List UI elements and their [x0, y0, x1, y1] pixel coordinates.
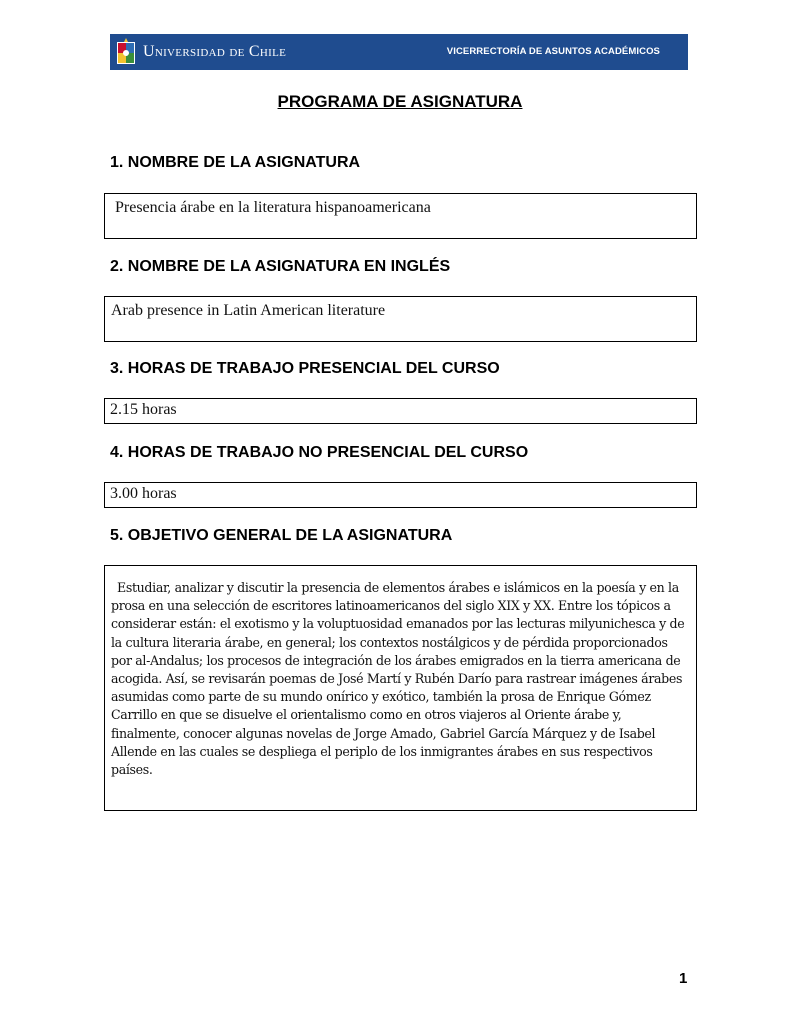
section-2-heading: 2. NOMBRE DE LA ASIGNATURA EN INGLÉS [110, 258, 451, 275]
section-2-box [104, 296, 697, 342]
non-presential-hours-value: 3.00 horas [110, 485, 177, 502]
course-name-english-value: Arab presence in Latin American literature [111, 302, 386, 319]
section-5-heading: 5. OBJETIVO GENERAL DE LA ASIGNATURA [110, 527, 453, 544]
page-title: PROGRAMA DE ASIGNATURA [277, 92, 523, 111]
section-5-box [104, 565, 697, 811]
course-name-value: Presencia árabe en la literatura hispanoamericana [115, 199, 431, 216]
university-name: Universidad de Chile [143, 43, 287, 60]
general-objective-text: Estudiar, analizar y discutir la presencia de elementos árabes e islámicos en la poesía y en la prosa en una selección de escritores latinoamericanos del siglo XIX y XX. Entre los tópicos a considerar están: el exotismo y la voluptuosidad emanados por las lecturas milyunichesca y de la cultura literaria árabe, en general; los contextos nostálgicos y de pérdida proporcionados por al-Andalus; los procesos de integración de los árabes emigrados en la tierra americana de acogida. Así, se revisarán poemas de José Martí y Rubén Darío para rastrear imágenes árabes asumidas como parte de su mundo onírico y exótico, también la prosa de Enrique Gómez Carrillo en que se disuelve el orientalismo como en otros viajeros al Oriente árabe y, finalmente, conocer algunas novelas de Jorge Amado, Gabriel García Márquez y de Isabel Allende en las cuales se despliega el periplo de los inmigrantes árabes en sus respectivos países. [111, 580, 685, 778]
section-1-heading: 1. NOMBRE DE LA ASIGNATURA [110, 154, 361, 171]
header-banner [110, 34, 688, 70]
university-crest-icon [115, 38, 137, 66]
section-4-box [104, 482, 697, 508]
section-3-heading: 3. HORAS DE TRABAJO PRESENCIAL DEL CURSO [110, 360, 500, 377]
presential-hours-value: 2.15 horas [110, 401, 177, 418]
section-1-box [104, 193, 697, 239]
page-number: 1 [679, 970, 688, 987]
section-4-heading: 4. HORAS DE TRABAJO NO PRESENCIAL DEL CURSO [110, 444, 529, 461]
vicerrectoria-name: VICERRECTORÍA DE ASUNTOS ACADÉMICOS [446, 46, 660, 57]
section-3-box [104, 398, 697, 424]
